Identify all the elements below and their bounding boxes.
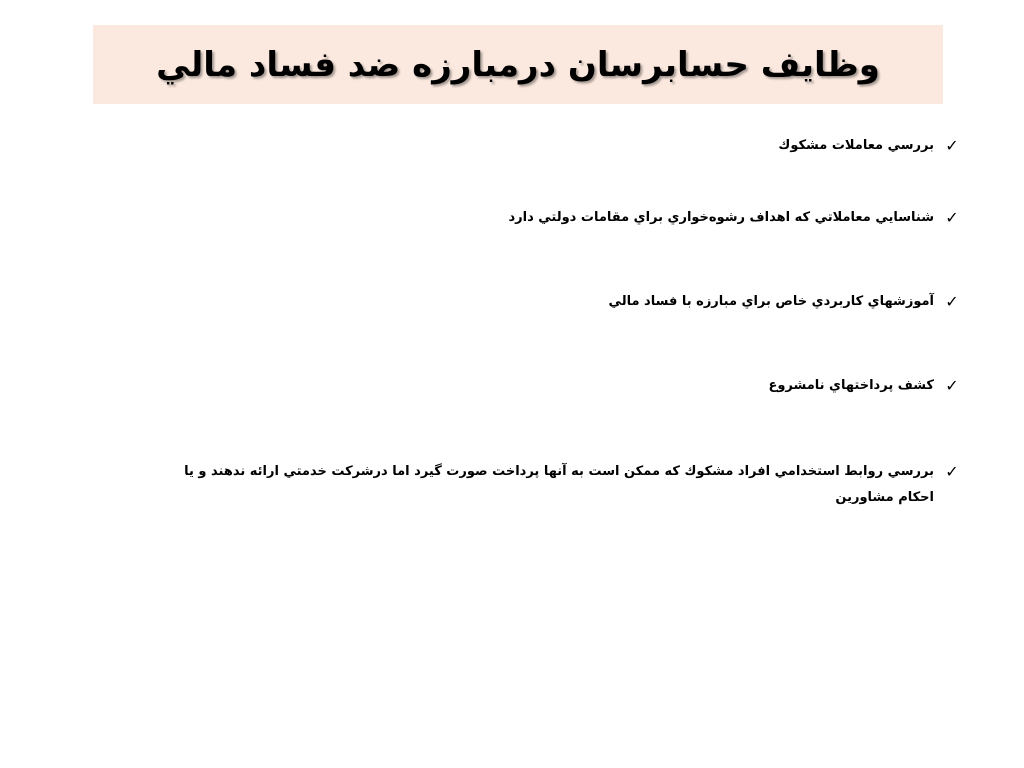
title-banner [93,25,943,104]
check-mark-icon: ✓ [945,292,959,311]
slide-title: وظايف حسابرسان درمبارزه ضد فساد مالي [156,44,880,85]
bullet-item [174,133,964,159]
bullet-item [174,289,964,315]
bullet-text: آموزشهاي كاربردي خاص براي مبارزه با فساد مالي [608,294,934,309]
bullet-text: بررسي معاملات مشكوك [778,138,934,153]
check-mark-icon: ✓ [945,208,959,227]
bullet-item [174,373,964,399]
bullet-item [174,205,964,231]
check-mark-icon: ✓ [945,376,959,395]
bullet-text: شناسايي معاملاتي كه اهداف رشوه‌خواري براي مقامات دولتي دارد [508,210,934,225]
bullet-text: كشف پرداختهاي نامشروع [768,378,934,393]
check-mark-icon: ✓ [945,136,959,155]
bullet-item [174,459,964,511]
check-mark-icon: ✓ [945,462,959,481]
bullet-text: بررسي روابط استخدامي افراد مشكوك كه ممكن است به آنها پرداخت صورت گيرد اما درشركت خدمتي ارائه ندهند و يا احكام مشاورين [184,464,934,505]
